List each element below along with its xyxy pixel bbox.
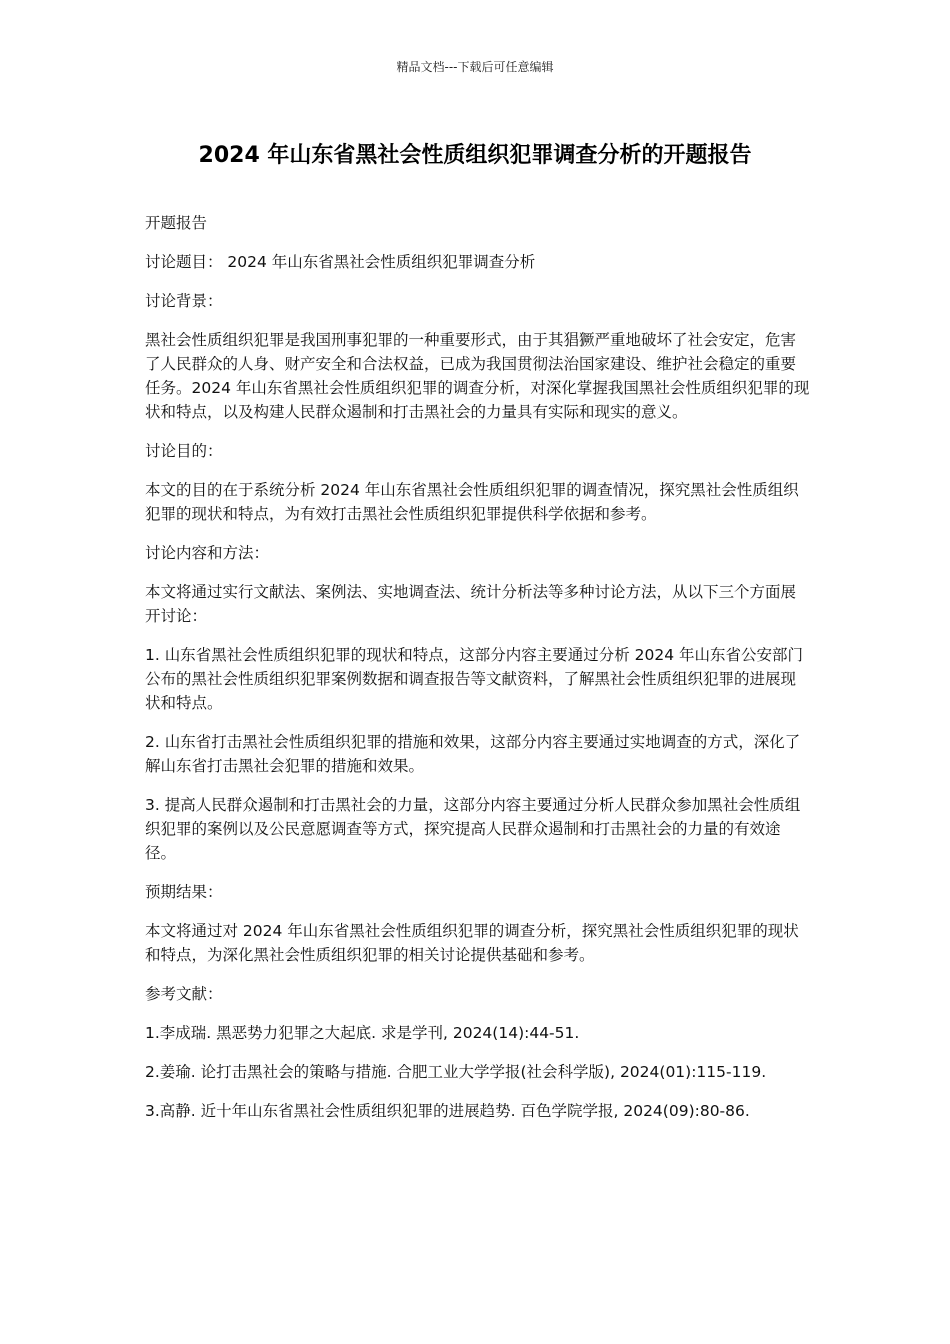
content-item-1: 1. 山东省黑社会性质组织犯罪的现状和特点，这部分内容主要通过分析 2024 年山东省公安部门公布的黑社会性质组织犯罪案例数据和调查报告等文献资料，了解黑社会性质组织犯罪的进展现状和特点。	[145, 646, 804, 712]
reference-item-1: 1.李成瑞. 黑恶势力犯罪之大起底. 求是学刊, 2024(14):44-51.	[145, 1024, 580, 1042]
methods-paragraph: 本文将通过实行文献法、案例法、实地调查法、统计分析法等多种讨论方法，从以下三个方面展开讨论：	[145, 583, 797, 625]
document-body	[145, 211, 810, 1138]
content-item-3: 3. 提高人民群众遏制和打击黑社会的力量，这部分内容主要通过分析人民群众参加黑社会性质组织犯罪的案例以及公民意愿调查等方式，探究提高人民群众遏制和打击黑社会的力量的有效途径。	[145, 796, 801, 862]
reference-item-2: 2.姜瑜. 论打击黑社会的策略与措施. 合肥工业大学学报(社会科学版), 2024(01):115-119.	[145, 1063, 767, 1081]
references-heading: 参考文献：	[145, 985, 223, 1003]
document-title: 2024 年山东省黑社会性质组织犯罪调查分析的开题报告	[198, 143, 752, 168]
purpose-heading: 讨论目的：	[145, 442, 223, 460]
report-label: 开题报告	[145, 214, 208, 232]
methods-heading: 讨论内容和方法：	[145, 544, 270, 562]
expected-results-heading: 预期结果：	[145, 883, 223, 901]
background-heading: 讨论背景：	[145, 292, 223, 310]
content-item-2: 2. 山东省打击黑社会性质组织犯罪的措施和效果，这部分内容主要通过实地调查的方式，深化了解山东省打击黑社会犯罪的措施和效果。	[145, 733, 801, 775]
expected-results-paragraph: 本文将通过对 2024 年山东省黑社会性质组织犯罪的调查分析，探究黑社会性质组织犯罪的现状和特点，为深化黑社会性质组织犯罪的相关讨论提供基础和参考。	[145, 922, 799, 964]
purpose-paragraph: 本文的目的在于系统分析 2024 年山东省黑社会性质组织犯罪的调查情况，探究黑社会性质组织犯罪的现状和特点，为有效打击黑社会性质组织犯罪提供科学依据和参考。	[145, 481, 799, 523]
topic-line: 讨论题目： 2024 年山东省黑社会性质组织犯罪调查分析	[145, 253, 536, 271]
page-header-note: 精品文档---下载后可任意编辑	[396, 60, 554, 74]
reference-item-3: 3.高静. 近十年山东省黑社会性质组织犯罪的进展趋势. 百色学院学报, 2024(09):80-86.	[145, 1102, 750, 1120]
background-paragraph: 黑社会性质组织犯罪是我国刑事犯罪的一种重要形式，由于其猖獗严重地破坏了社会安定，危害了人民群众的人身、财产安全和合法权益，已成为我国贯彻法治国家建设、维护社会稳定的重要任务。2024 年山东省黑社会性质组织犯罪的调查分析，对深化掌握我国黑社会性质组织犯罪的现状和特点，以及构建人民群众遏制和打击黑社会的力量具有实际和现实的意义。	[145, 331, 810, 421]
